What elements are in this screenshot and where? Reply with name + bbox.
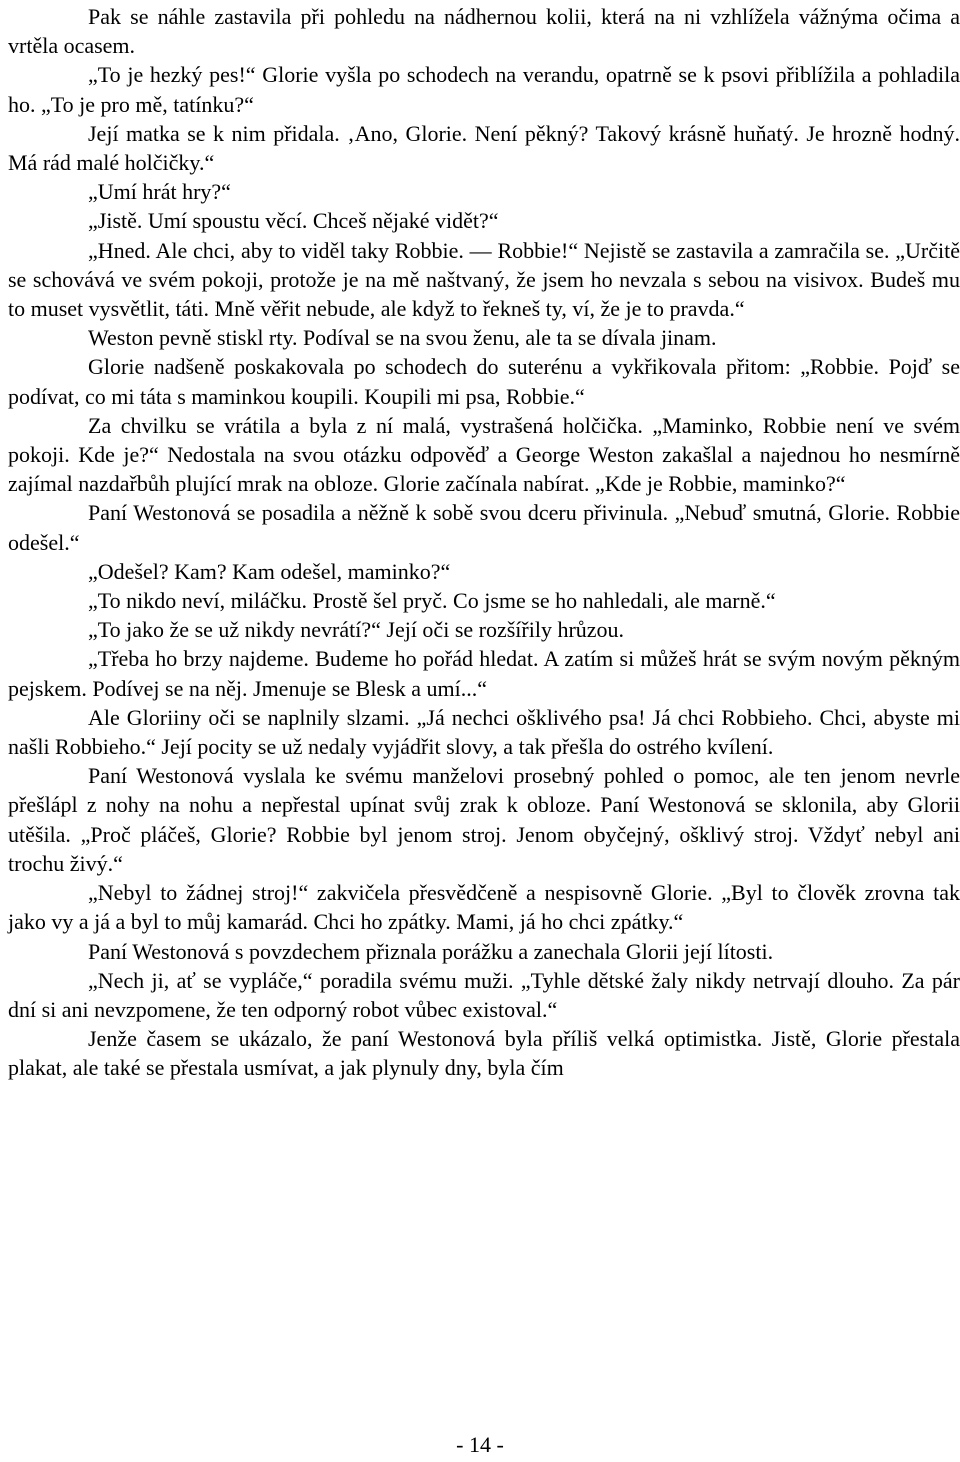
paragraph: Jenže časem se ukázalo, že paní Westonová byla příliš velká optimistka. Jistě, Glorie přestala plakat, ale také se přestala usmívat, a jak plynuly dny, byla čím xyxy=(8,1026,960,1081)
paragraph: „Nech ji, ať se vypláče,“ poradila svému muži. „Tyhle dětské žaly nikdy netrvají dlouho. Za pár dní si ani nevzpomene, že ten odporný robot vůbec existoval.“ xyxy=(8,967,960,1022)
paragraph: „Jistě. Umí spoustu věcí. Chceš nějaké vidět?“ xyxy=(88,208,499,234)
paragraph: „To je hezký pes!“ Glorie vyšla po schodech na verandu, opatrně se k psovi přiblížila a pohladila ho. „To je pro mě, tatínku?“ xyxy=(8,62,960,117)
paragraph: Pak se náhle zastavila při pohledu na nádhernou kolii, která na ni vzhlížela vážnýma očima a vrtěla ocasem. xyxy=(8,4,960,59)
paragraph: „To jako že se už nikdy nevrátí?“ Její oči se rozšířily hrůzou. xyxy=(88,617,625,643)
paragraph: Paní Westonová vyslala ke svému manželovi prosebný pohled o pomoc, ale ten jenom nevrle přešlápl z nohy na nohu a nepřestal upínat svůj zrak k obloze. Paní Westonová se sklonila, aby Glorii utěšila. „Proč pláčeš, Glorie? Robbie byl jenom stroj. Jenom obyčejný, ošklivý stroj. Vždyť nebyl ani trochu živý.“ xyxy=(8,763,960,876)
page-number: - 14 - xyxy=(456,1432,504,1457)
paragraph: „Nebyl to žádnej stroj!“ zakvičela přesvědčeně a nespisovně Glorie. „Byl to člověk zrovna tak jako vy a já a byl to můj kamarád. Chci ho zpátky. Mami, já ho chci zpátky.“ xyxy=(8,880,960,935)
paragraph: Paní Westonová se posadila a něžně k sobě svou dceru přivinula. „Nebuď smutná, Glorie. Robbie odešel.“ xyxy=(8,500,960,555)
paragraph: Paní Westonová s povzdechem přiznala porážku a zanechala Glorii její lítosti. xyxy=(88,938,774,964)
body-text xyxy=(8,2,960,1083)
paragraph: „To nikdo neví, miláčku. Prostě šel pryč. Co jsme se ho nahledali, ale marně.“ xyxy=(88,588,776,614)
paragraph: Ale Gloriiny oči se naplnily slzami. „Já nechci ošklivého psa! Já chci Robbieho. Chci, abyste mi našli Robbieho.“ Její pocity se už nedaly vyjádřit slovy, a tak přešla do ostrého kvílení. xyxy=(8,704,960,760)
paragraph: Glorie nadšeně poskakovala po schodech do suterénu a vykřikovala přitom: „Robbie. Pojď se podívat, co mi táta s maminkou koupili. Koupili mi psa, Robbie.“ xyxy=(8,354,960,409)
paragraph: Za chvilku se vrátila a byla z ní malá, vystrašená holčička. „Maminko, Robbie není ve svém pokoji. Kde je?“ Nedostala na svou otázku odpověď a George Weston zakašlal a najednou ho nesmírně zajímal nazdařbůh plující mrak na obloze. Glorie začínala nabírat. „Kde je Robbie, maminko?“ xyxy=(8,412,960,497)
paragraph: Její matka se k nim přidala. ‚Ano, Glorie. Není pěkný? Takový krásně huňatý. Je hrozně hodný. Má rád malé holčičky.“ xyxy=(8,120,960,176)
paragraph: „Odešel? Kam? Kam odešel, maminko?“ xyxy=(88,558,451,584)
paragraph: „Třeba ho brzy najdeme. Budeme ho pořád hledat. A zatím si můžeš hrát se svým novým pěkným pejskem. Podívej se na něj. Jmenuje se Blesk a umí...“ xyxy=(8,646,960,701)
page-body xyxy=(8,2,960,1083)
paragraph: Weston pevně stiskl rty. Podíval se na svou ženu, ale ta se dívala jinam. xyxy=(88,325,717,351)
paragraph: „Umí hrát hry?“ xyxy=(88,179,231,205)
paragraph: „Hned. Ale chci, aby to viděl taky Robbie. — Robbie!“ Nejistě se zastavila a zamračila se. „Určitě se schovává ve svém pokoji, protože je na mě naštvaný, že jsem ho nevzala s sebou na visivox. Budeš mu to muset vysvětlit, táti. Mně věřit nebude, ale když to řekneš ty, ví, že je to pravda.“ xyxy=(8,237,960,322)
